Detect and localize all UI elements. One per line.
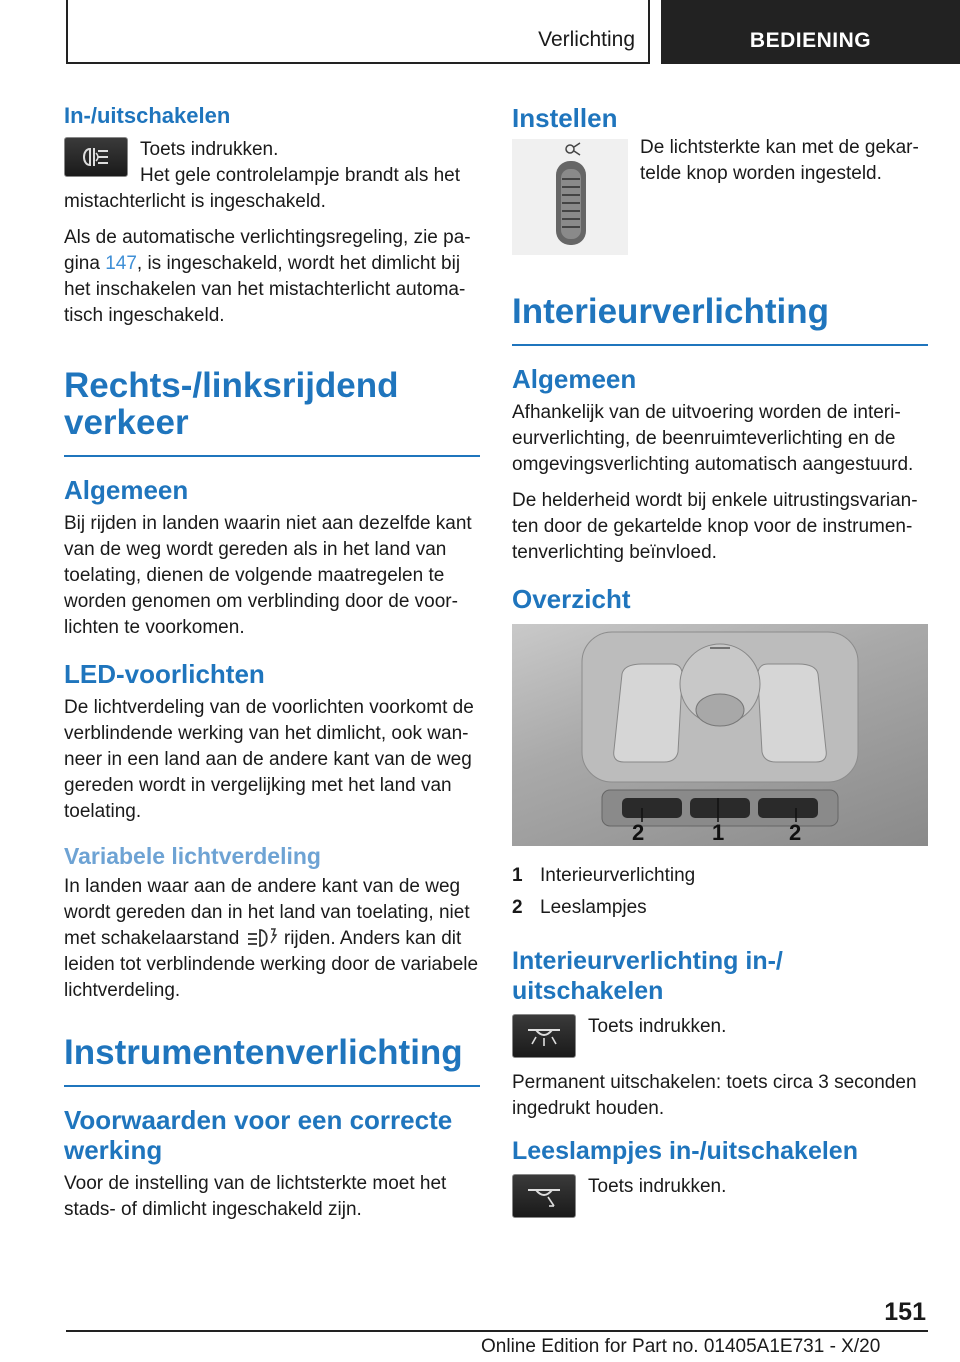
- general-paragraph-left: Bij rijden in landen waarin niet aan dezelfde kant van de weg wordt gereden als in het land van toelating, dienen de volgende maatregelen te worden genomen om verblinding door de voor-lichten te voorkomen.: [64, 513, 472, 638]
- legend-number-1: 1: [512, 865, 523, 886]
- photo-label-2-left: 2: [632, 820, 645, 845]
- left-column: [64, 103, 480, 1233]
- rear-fog-light-icon: [76, 143, 116, 171]
- heading-in-uitschakelen: In-/uitschakelen: [64, 103, 231, 128]
- heading-leeslampjes: Leeslampjes in-/uitschakelen: [512, 1137, 858, 1165]
- heading-overzicht: Overzicht: [512, 584, 631, 614]
- reading-light-button-icon: [512, 1174, 576, 1218]
- auto-light-paragraph: [64, 225, 480, 329]
- prereq-paragraph: Voor de instelling van de lichtsterkte moet het stads- of dimlicht ingeschakeld zijn.: [64, 1173, 447, 1220]
- legend-text-1: Interieurverlichting: [540, 865, 696, 886]
- legend-text-2: Leeslampjes: [540, 897, 647, 918]
- interior-light-button-icon: [512, 1014, 576, 1058]
- interior-light-icon: [524, 1022, 564, 1050]
- settings-paragraph: De lichtsterkte kan met de gekar-telde knop worden ingesteld.: [640, 137, 919, 184]
- page-link-147[interactable]: 147: [105, 253, 137, 274]
- general-paragraph-right-1: Afhankelijk van de uitvoering worden de interi-eurverlichting, de beenruimteverlichting en de omgevingsverlichting automatisch aangestuurd.: [512, 402, 914, 475]
- led-paragraph: De lichtverdeling van de voorlichten voorkomt de verblindende werking van het dimlicht, ook wan-neer in een land aan de andere kant van de weg gereden wordt in vergelijking met het land van toelating.: [64, 697, 474, 822]
- photo-label-2-right: 2: [789, 820, 802, 845]
- knurled-knob-image: [512, 139, 628, 255]
- heading-algemeen-left: Algemeen: [64, 475, 189, 505]
- heading-rechts-linksrijdend: Rechts-/linksrijdend verkeer: [64, 367, 480, 457]
- overhead-console-photo: [512, 624, 928, 846]
- header-chapter-label: BEDIENING: [749, 29, 872, 52]
- onoff-indicator-text: Het gele controlelampje brandt als het mistachterlicht is ingeschakeld.: [64, 165, 461, 212]
- heading-interieurverlichting: Interieurverlichting: [512, 293, 928, 346]
- legend-item-1: [512, 860, 928, 892]
- header-chapter-tab: [661, 0, 960, 64]
- auto-light-text-a: Als de automatische verlichtingsregeling, zie pa-gina: [64, 227, 471, 274]
- variable-text-b: rijden. Anders kan dit leiden tot verblindende werking door de variabele lichtverdeling.: [64, 928, 479, 1001]
- headlight-switch-icon: [245, 926, 279, 948]
- header-section-title: Verlichting: [538, 28, 635, 51]
- interior-button-row: [512, 1014, 928, 1058]
- legend-item-2: [512, 892, 928, 924]
- heading-voorwaarden: Voorwaarden voor een correcte werking: [64, 1105, 453, 1165]
- heading-variabele-lichtverdeling: Variabele lichtverdeling: [64, 843, 321, 869]
- overhead-console-image: [512, 624, 928, 846]
- heading-led-voorlichten: LED-voorlichten: [64, 659, 265, 689]
- heading-interieurverlichting-in-uit: Interieurverlichting in-/ uitschakelen: [512, 947, 783, 1005]
- heading-instellen: Instellen: [512, 103, 618, 133]
- footer-edition: Online Edition for Part no. 01405A1E731 - X/20: [481, 1336, 881, 1357]
- right-column: [512, 103, 928, 1218]
- knurled-knob-icon: [512, 139, 628, 255]
- reading-light-icon: [524, 1182, 564, 1210]
- permanent-off-paragraph: Permanent uitschakelen: toets circa 3 seconden ingedrukt houden.: [512, 1072, 917, 1119]
- page-number: 151: [884, 1298, 926, 1326]
- onoff-step: Toets indrukken.: [140, 139, 279, 160]
- rear-fog-light-button-icon: [64, 137, 128, 177]
- reading-button-row: [512, 1174, 928, 1218]
- variable-text-a: In landen waar aan de andere kant van de weg wordt gereden dan in het land van toelating, niet met schakelaarstand: [64, 876, 470, 949]
- auto-light-text-b: , is ingeschakeld, wordt het dimlicht bij het inschakelen van het mistachterlicht automa-tisch ingeschakeld.: [64, 253, 466, 326]
- general-paragraph-right-2: De helderheid wordt bij enkele uitrustingsvarian-ten door de gekartelde knop voor de instrumen-tenverlichting beïnvloed.: [512, 490, 918, 563]
- footer-rule: [66, 1330, 928, 1332]
- reading-onoff-step: Toets indrukken.: [588, 1176, 727, 1197]
- variable-paragraph: [64, 874, 480, 1004]
- knob-row: [512, 139, 928, 255]
- legend-number-2: 2: [512, 897, 523, 918]
- heading-algemeen-right: Algemeen: [512, 364, 637, 394]
- heading-instrumentenverlichting: Instrumentenverlichting: [64, 1034, 480, 1087]
- interior-onoff-step: Toets indrukken.: [588, 1016, 727, 1037]
- photo-label-1: 1: [712, 820, 725, 845]
